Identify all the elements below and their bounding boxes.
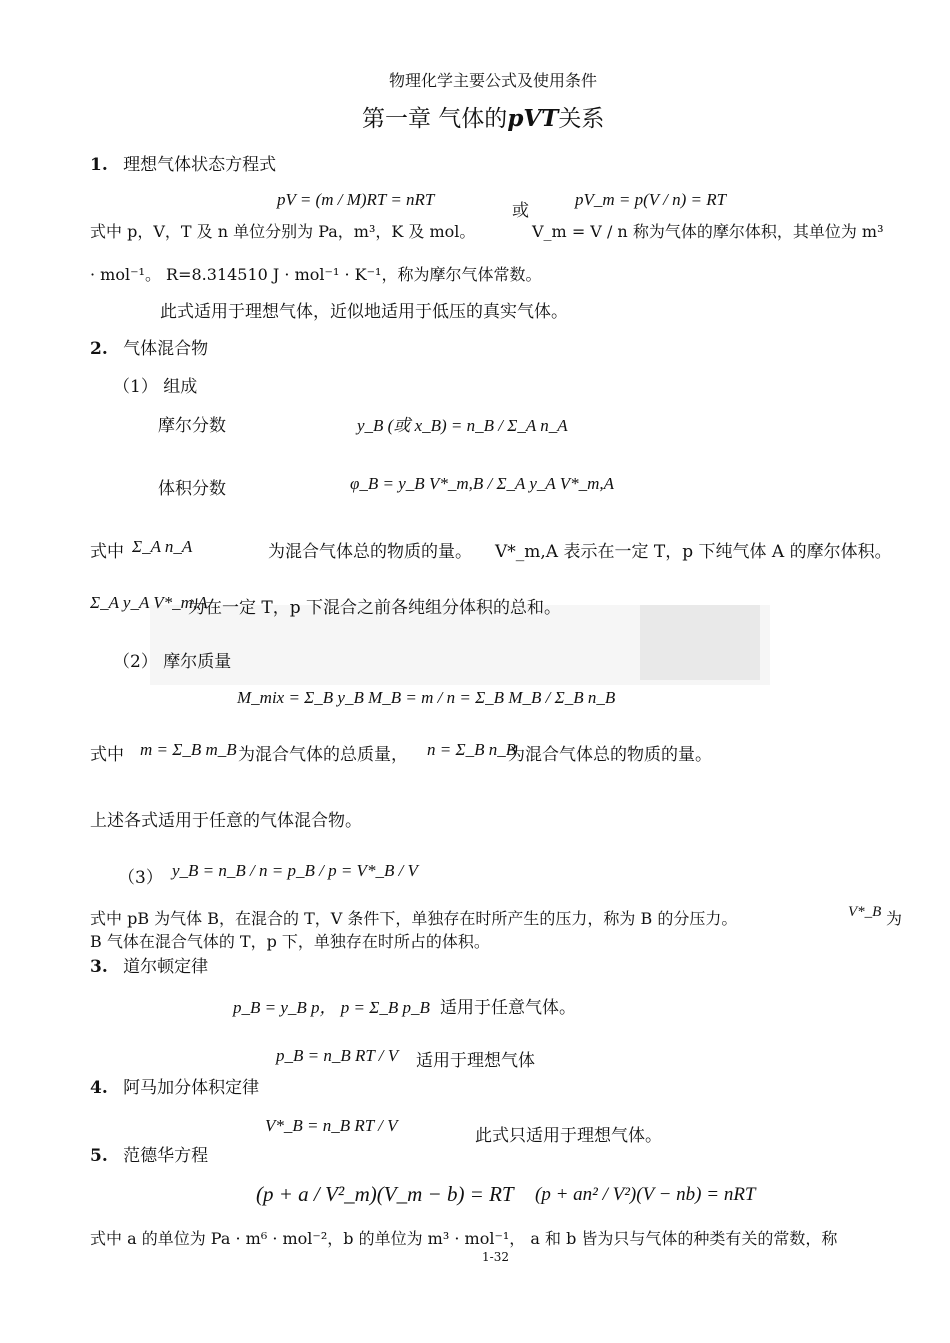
ideal-gas-eq-right: pV_m = p(V / n) = RT	[575, 190, 727, 209]
section-3-title: 道尔顿定律	[123, 957, 209, 977]
s2-desc4: 上述各式适用于任意的气体混合物。	[90, 811, 362, 831]
van-der-waals-eq-2: (p + an² / V²)(V − nb) = nRT	[535, 1184, 756, 1205]
section-3-heading	[90, 952, 208, 977]
s5-desc: 式中 a 的单位为 Pa · m⁶ · mol⁻²，b 的单位为 m³ · mol⁻¹， a 和 b 皆为只与气体的种类有关的常数，称	[90, 1229, 838, 1248]
s1-desc-line1: 式中 p，V，T 及 n 单位分别为 Pa，m³，K 及 mol。	[90, 222, 476, 241]
chapter-suffix: 关系	[558, 106, 605, 132]
subsection-molar-mass: （2） 摩尔质量	[113, 652, 232, 672]
s2-desc3-prefix: 式中	[90, 745, 124, 765]
page-number: 1-32	[482, 1250, 509, 1264]
scan-smudge-right	[640, 605, 760, 680]
section-1-number: 1.	[90, 155, 108, 175]
s2-desc5-end: 为	[886, 909, 903, 928]
molar-mass-mix-eq: M_mix = Σ_B y_B M_B = m / n = Σ_B M_B / Σ_B n_B	[237, 688, 616, 707]
s1-desc-line3: 此式适用于理想气体，近似地适用于低压的真实气体。	[160, 302, 568, 322]
s1-desc-line2: · mol⁻¹。 R=8.314510 J · mol⁻¹ · K⁻¹，称为摩尔气体常数。	[90, 265, 542, 284]
chapter-bold: pVT	[507, 105, 559, 132]
section-2-title: 气体混合物	[123, 339, 209, 359]
section-2-number: 2.	[90, 339, 108, 359]
s2-desc1-end: V*_m,A 表示在一定 T，p 下纯气体 A 的摩尔体积。	[495, 542, 892, 562]
s2-desc2: 为在一定 T，p 下混合之前各纯组分体积的总和。	[188, 598, 562, 618]
s2-desc1-mid: 为混合气体总的物质的量。	[268, 542, 472, 562]
dalton-eq-1: p_B = y_B p， p = Σ_B p_B	[233, 998, 430, 1017]
section-1-title: 理想气体状态方程式	[123, 155, 277, 175]
volume-fraction-eq: φ_B = y_B V*_m,B / Σ_A y_A V*_m,A	[350, 474, 615, 493]
s2-desc5-volume: V*_B	[848, 904, 882, 920]
chapter-title	[362, 100, 604, 133]
chapter-prefix: 第一章 气体的	[362, 106, 508, 132]
page-header: 物理化学主要公式及使用条件	[389, 71, 598, 90]
s2-desc3-end: 为混合气体总的物质的量。	[508, 745, 712, 765]
section-4-number: 4.	[90, 1078, 108, 1098]
dalton-cond-2: 适用于理想气体	[416, 1051, 535, 1071]
dalton-cond-1: 适用于任意气体。	[440, 998, 576, 1018]
or-text: 或	[512, 201, 529, 221]
section-3-number: 3.	[90, 957, 108, 977]
dalton-eq-2: p_B = n_B RT / V	[276, 1046, 399, 1065]
s2-desc1-prefix: 式中	[90, 542, 124, 562]
s2-desc1-sum: Σ_A n_A	[132, 537, 193, 556]
s2-desc5: 式中 pB 为气体 B，在混合的 T，V 条件下，单独存在时所产生的压力，称为 B 的分压力。	[90, 909, 738, 928]
amagat-eq: V*_B = n_B RT / V	[265, 1116, 398, 1135]
section-1-heading	[90, 150, 276, 175]
section-2-heading	[90, 334, 208, 359]
s1-desc-line1b: V_m = V / n 称为气体的摩尔体积，其单位为 m³	[532, 222, 884, 241]
section-5-number: 5.	[90, 1146, 108, 1166]
subsection-partial: （3）	[118, 868, 163, 888]
amagat-cond: 此式只适用于理想气体。	[475, 1126, 662, 1146]
s2-desc3-amount: n = Σ_B n_B	[427, 740, 517, 759]
section-4-heading	[90, 1073, 259, 1098]
ideal-gas-eq-left: pV = (m / M)RT = nRT	[277, 190, 435, 209]
section-4-title: 阿马加分体积定律	[123, 1078, 260, 1098]
van-der-waals-eq-1: (p + a / V²_m)(V_m − b) = RT	[256, 1182, 514, 1206]
s2-desc3-mass: m = Σ_B m_B	[140, 740, 237, 759]
mole-fraction-label: 摩尔分数	[158, 416, 226, 436]
partial-pressure-eq: y_B = n_B / n = p_B / p = V*_B / V	[172, 861, 418, 880]
section-5-heading	[90, 1141, 208, 1166]
s2-desc3-mid: 为混合气体的总质量，	[238, 745, 408, 765]
section-5-title: 范德华方程	[123, 1146, 209, 1166]
s2-desc6: B 气体在混合气体的 T，p 下，单独存在时所占的体积。	[90, 932, 490, 951]
volume-fraction-label: 体积分数	[158, 479, 226, 499]
s2-desc2-sum: Σ_A y_A V*_m,A	[90, 593, 208, 612]
mole-fraction-eq: y_B (或 x_B) = n_B / Σ_A n_A	[357, 416, 568, 435]
subsection-composition: （1） 组成	[113, 377, 198, 397]
